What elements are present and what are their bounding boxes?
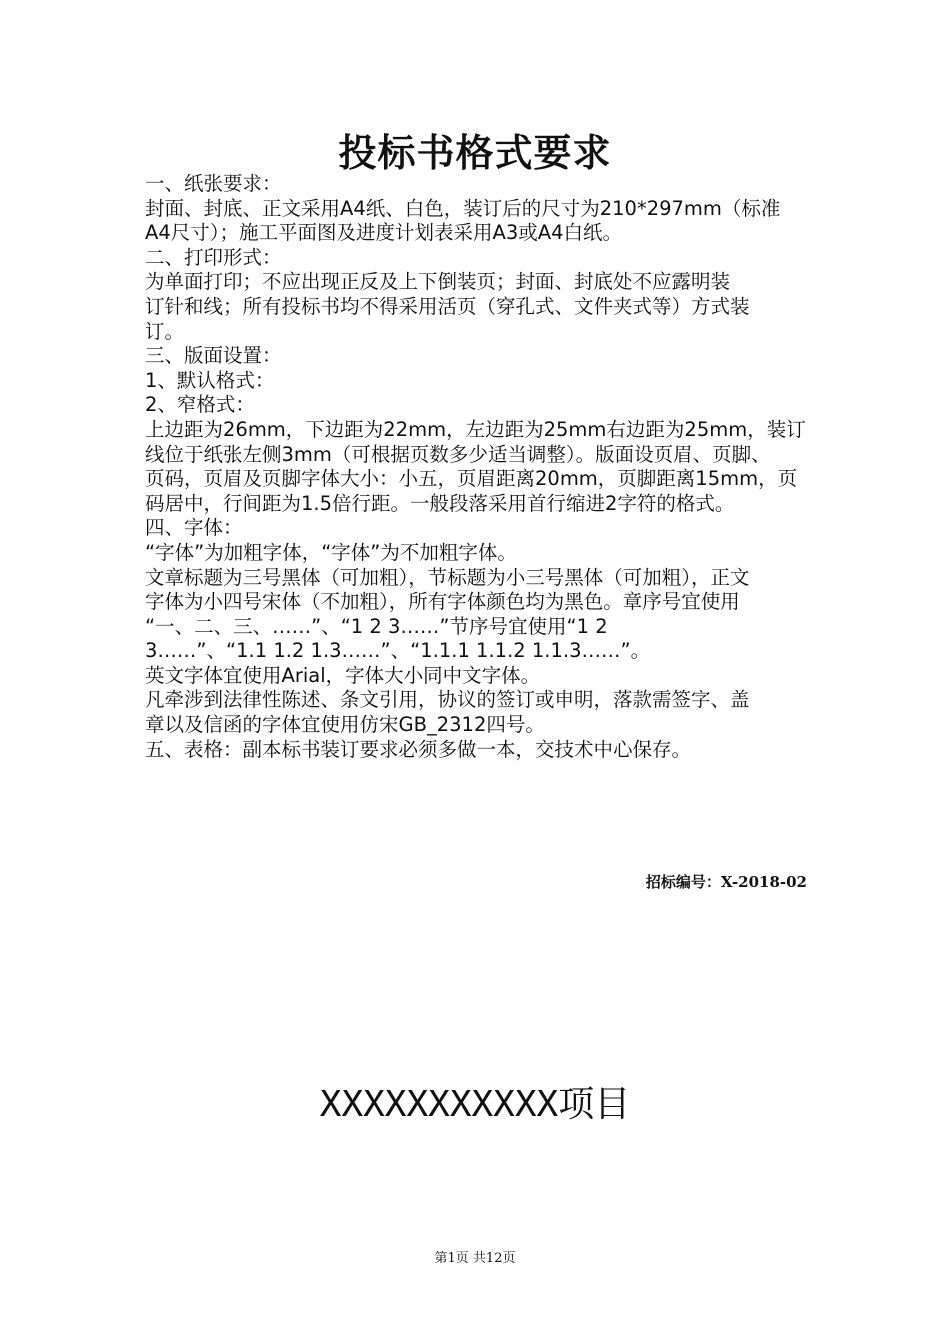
body-line: 页码，页眉及页脚字体大小：小五，页眉距离20mm，页脚距离15mm，页 xyxy=(145,467,798,491)
body-line: 上边距为26mm，下边距为22mm，左边距为25mm右边距为25mm，装订 xyxy=(145,417,806,441)
section-heading-print: 二、打印形式： xyxy=(145,245,282,269)
body-line: 英文字体宜使用Arial，字体大小同中文字体。 xyxy=(145,663,541,687)
section-heading-paper: 一、纸张要求： xyxy=(145,172,282,195)
body-line: 1、默认格式： xyxy=(145,368,275,392)
body-line: 码居中，行间距为1.5倍行距。一般段落采用首行缩进2字符的格式。 xyxy=(145,491,735,515)
body-line: 订针和线；所有投标书均不得采用活页（穿孔式、文件夹式等）方式装 xyxy=(145,294,750,318)
page-number-footer: 第1页 共12页 xyxy=(434,1251,516,1266)
body-line: “一、二、三、……”、“1 2 3……”节序号宜使用“1 2 xyxy=(145,614,608,638)
body-line: 2、窄格式： xyxy=(145,393,255,417)
section-heading-font: 四、字体： xyxy=(145,516,243,540)
body-line: 凡牵涉到法律性陈述、条文引用，协议的签订或申明，落款需签字、盖 xyxy=(145,688,750,712)
body-line: A4尺寸）；施工平面图及进度计划表采用A3或A4白纸。 xyxy=(145,221,622,245)
body-line: 文章标题为三号黑体（可加粗），节标题为小三号黑体（可加粗），正文 xyxy=(145,565,750,589)
section-heading-table: 五、表格：副本标书装订要求必须多做一本，交技术中心保存。 xyxy=(145,737,692,761)
body-line: 3……”、“1.1 1.2 1.3……”、“1.1.1 1.1.2 1.1.3……”。 xyxy=(145,639,651,663)
requirements-body xyxy=(145,172,810,762)
section-heading-layout: 三、版面设置： xyxy=(145,344,282,368)
body-line: 订。 xyxy=(145,319,185,343)
document-title: 投标书格式要求 xyxy=(338,131,612,175)
body-line: 线位于纸张左侧3mm（可根据页数多少适当调整）。版面设页眉、页脚、 xyxy=(145,442,771,466)
body-line: 为单面打印；不应出现正反及上下倒装页；封面、封底处不应露明装 xyxy=(145,270,731,294)
body-line: “字体”为加粗字体，“字体”为不加粗字体。 xyxy=(145,540,517,564)
project-name: XXXXXXXXXXX项目 xyxy=(319,1084,631,1125)
tender-number: 招标编号：X-2018-02 xyxy=(645,873,807,891)
body-line: 章以及信函的字体宜使用仿宋GB_2312四号。 xyxy=(145,713,545,737)
body-line: 封面、封底、正文采用A4纸、白色，装订后的尺寸为210*297mm（标准 xyxy=(145,196,781,220)
body-line: 字体为小四号宋体（不加粗），所有字体颜色均为黑色。章序号宜使用 xyxy=(145,590,740,614)
